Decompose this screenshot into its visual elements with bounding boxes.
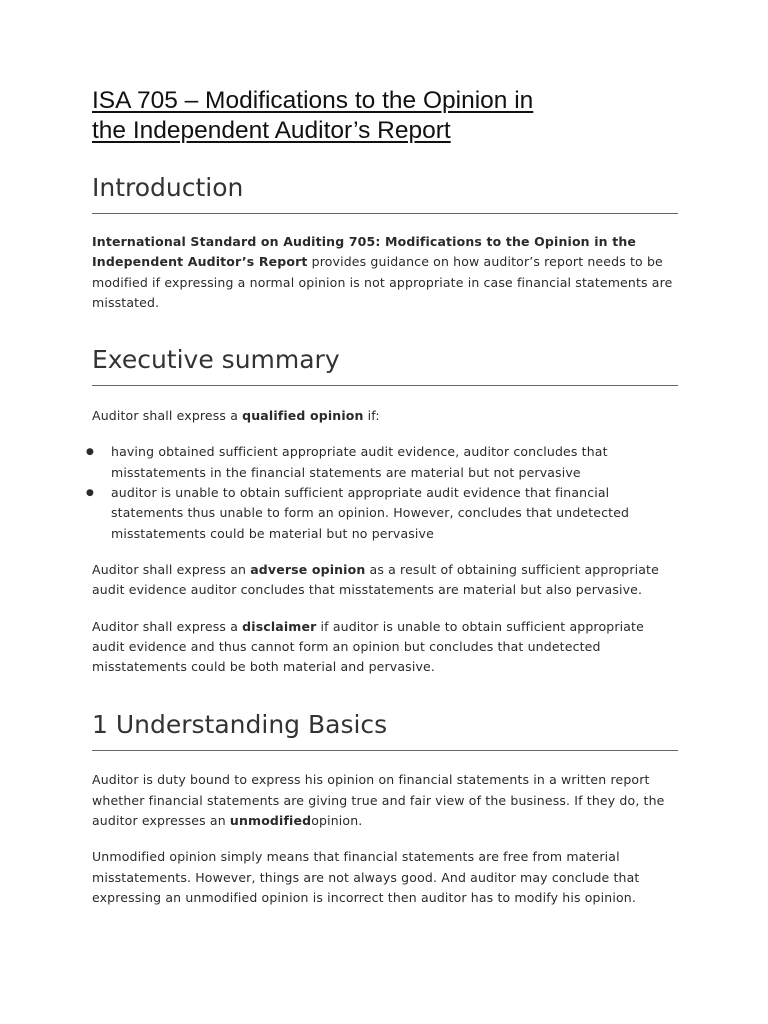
document-title-line-2: the Independent Auditor’s Report bbox=[92, 117, 451, 144]
qualified-opinion-term: qualified opinion bbox=[242, 408, 364, 424]
list-item bbox=[86, 483, 678, 544]
disclaimer-suffix: if auditor is unable to obtain sufficient appropriate audit evidence and thus cannot form an opinion but concludes that undetected misstatements could be both material and pervasive. bbox=[92, 618, 644, 675]
disclaimer-prefix: Auditor shall express a bbox=[92, 618, 243, 634]
disclaimer-paragraph bbox=[92, 617, 678, 678]
disclaimer-term: disclaimer bbox=[242, 618, 317, 634]
document-title-line-1: ISA 705 – Modifications to the Opinion in bbox=[92, 87, 534, 114]
understanding-basics-paragraph-1 bbox=[92, 770, 678, 831]
adverse-suffix: as a result of obtaining sufficient appropriate audit evidence auditor concludes that misstatements are material but also pervasive. bbox=[92, 561, 659, 598]
basics-para1-suffix: opinion. bbox=[311, 813, 363, 829]
introduction-paragraph bbox=[92, 232, 678, 313]
understanding-basics-paragraph-2: Unmodified opinion simply means that financial statements are free from material misstatements. However, things are not always good. And auditor may conclude that expressing an unmodified opinion is incorrect then auditor has to modify his opinion. bbox=[92, 849, 640, 905]
basics-para1-prefix: Auditor is duty bound to express his opinion on financial statements in a written report whether financial statements are giving true and fair view of the business. If they do, the auditor expresses an bbox=[92, 772, 665, 829]
unmodified-term: unmodified bbox=[229, 813, 312, 829]
introduction-heading: Introduction bbox=[92, 173, 678, 214]
qualified-suffix: if: bbox=[363, 408, 380, 424]
qualified-prefix: Auditor shall express a bbox=[92, 408, 243, 424]
understanding-basics-heading: 1 Understanding Basics bbox=[92, 710, 678, 751]
adverse-opinion-paragraph bbox=[92, 560, 678, 601]
list-item bbox=[86, 442, 678, 483]
document-title bbox=[92, 86, 678, 146]
list-item-text: having obtained sufficient appropriate audit evidence, auditor concludes that misstatements in the financial statements are material but not pervasive bbox=[111, 444, 608, 480]
adverse-opinion-term: adverse opinion bbox=[250, 561, 366, 577]
introduction-text: provides guidance on how auditor’s report needs to be modified if expressing a normal opinion is not appropriate in case financial statements are misstated. bbox=[92, 254, 673, 310]
document-page bbox=[86, 86, 678, 908]
qualified-conditions-list bbox=[86, 442, 678, 543]
bullet-icon: ● bbox=[86, 488, 95, 499]
adverse-prefix: Auditor shall express an bbox=[92, 561, 251, 577]
list-item-text: auditor is unable to obtain sufficient appropriate audit evidence that financial statements thus unable to form an opinion. However, concludes that undetected misstatements could be material but no pervasive bbox=[111, 485, 630, 541]
executive-summary-heading: Executive summary bbox=[92, 345, 678, 386]
qualified-opinion-paragraph bbox=[92, 406, 678, 426]
bullet-icon: ● bbox=[86, 447, 95, 458]
introduction-bold-lead: International Standard on Auditing 705: Modifications to the Opinion in the Independent Auditor’s Report bbox=[92, 234, 637, 270]
